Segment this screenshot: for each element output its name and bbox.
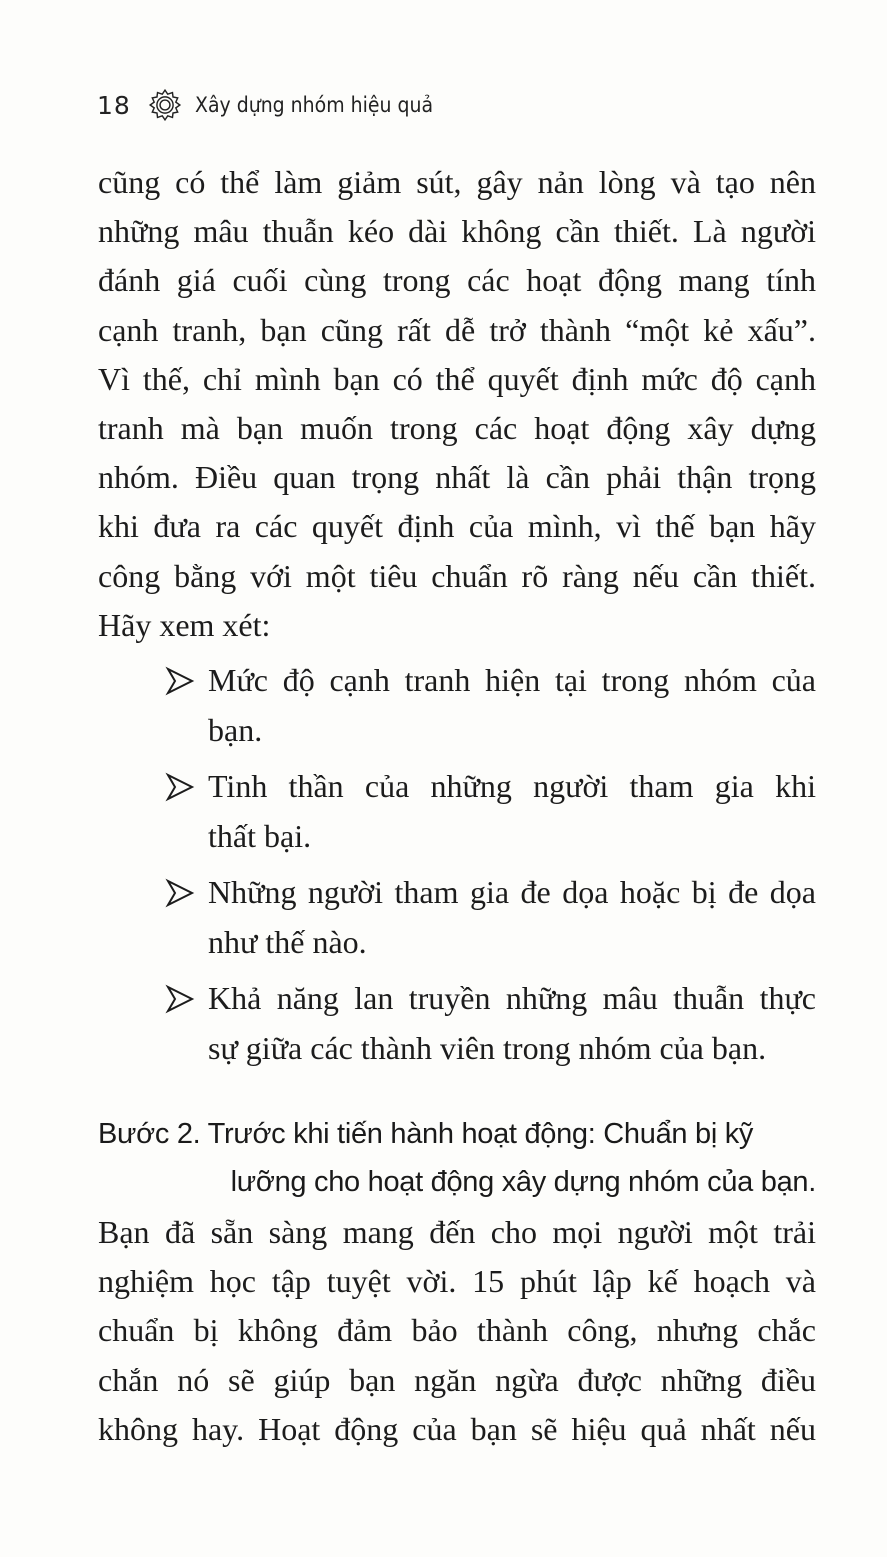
text-line: chuẩn bị không đảm bảo thành công, nhưng chắc: [98, 1312, 816, 1349]
text-line: Vì thế, chỉ mình bạn có thể quyết định mức độ cạnh: [98, 360, 816, 397]
section-heading: [98, 1110, 816, 1206]
list-item: [165, 656, 816, 755]
bullet-list: [165, 656, 816, 1080]
list-item-text: như thế nào.: [208, 923, 367, 960]
text-line: nghiệm học tập tuyệt vời. 15 phút lập kế hoạch và: [98, 1263, 816, 1300]
list-item-text: thất bại.: [208, 817, 312, 854]
text-line: công bằng với một tiêu chuẩn rõ ràng nếu cần thiết.: [98, 557, 816, 594]
arrow-bullet-icon: [165, 666, 195, 696]
list-item: [165, 868, 816, 967]
text-line: cũng có thể làm giảm sút, gây nản lòng và tạo nên: [98, 164, 816, 200]
page-number: 18: [97, 90, 131, 120]
text-line: cạnh tranh, bạn cũng rất dễ trở thành “một kẻ xấu”.: [98, 311, 816, 348]
list-item-text: sự giữa các thành viên trong nhóm của bạn.: [208, 1029, 767, 1066]
list-item: [165, 762, 816, 861]
text-line: Bạn đã sẵn sàng mang đến cho mọi người một trải: [98, 1214, 816, 1250]
list-item-text: Mức độ cạnh tranh hiện tại trong nhóm của: [208, 662, 816, 698]
text-line: tranh mà bạn muốn trong các hoạt động xây dựng: [98, 409, 816, 446]
text-line: nhóm. Điều quan trọng nhất là cần phải thận trọng: [98, 459, 816, 496]
list-item: [165, 974, 816, 1073]
text-line: đánh giá cuối cùng trong các hoạt động mang tính: [98, 262, 816, 299]
paragraph-2: [98, 1208, 816, 1454]
list-item-text: Tinh thần của những người tham gia khi: [208, 768, 816, 804]
arrow-bullet-icon: [165, 878, 195, 908]
heading-line: lưỡng cho hoạt động xây dựng nhóm của bạn.: [230, 1166, 816, 1198]
text-line: khi đưa ra các quyết định của mình, vì thế bạn hãy: [98, 508, 816, 545]
gear-icon: [147, 87, 183, 123]
text-line: những mâu thuẫn kéo dài không cần thiết. Là người: [98, 213, 816, 250]
paragraph-1: [98, 158, 816, 650]
arrow-bullet-icon: [165, 984, 195, 1014]
list-item-text: bạn.: [208, 711, 263, 748]
running-title: Xây dựng nhóm hiệu quả: [194, 93, 433, 117]
text-line: không hay. Hoạt động của bạn sẽ hiệu quả nhất nếu: [98, 1410, 816, 1447]
list-item-text: Những người tham gia đe dọa hoặc bị đe dọa: [208, 874, 816, 910]
page-header: [97, 82, 459, 128]
list-item-text: Khả năng lan truyền những mâu thuẫn thực: [208, 980, 816, 1016]
arrow-bullet-icon: [165, 772, 195, 802]
text-line: chắn nó sẽ giúp bạn ngăn ngừa được những điều: [98, 1361, 816, 1398]
text-line: Hãy xem xét:: [98, 606, 271, 643]
heading-line: Bước 2. Trước khi tiến hành hoạt động: Chuẩn bị kỹ: [98, 1118, 754, 1150]
